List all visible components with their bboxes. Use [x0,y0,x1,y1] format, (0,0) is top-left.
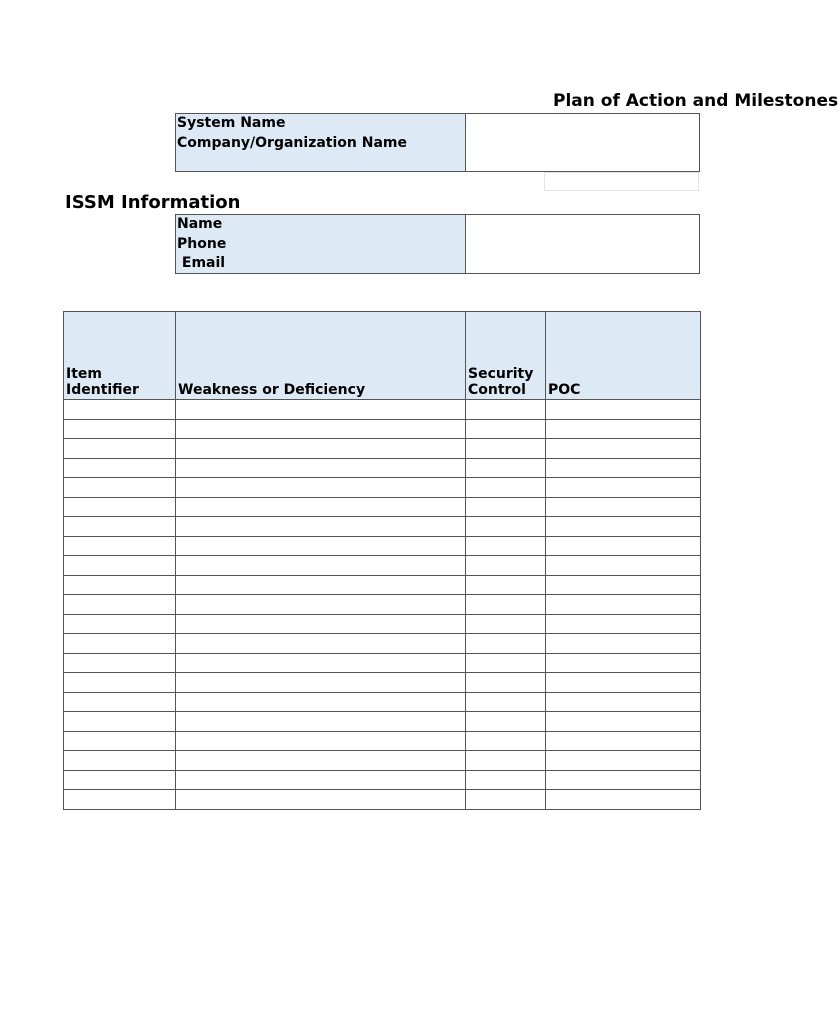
table-cell[interactable] [466,575,546,595]
table-row [64,653,701,673]
table-row [64,692,701,712]
system-name-label: System Name [177,115,286,131]
table-cell[interactable] [466,497,546,517]
table-cell[interactable] [64,439,176,459]
table-cell[interactable] [466,478,546,498]
table-cell[interactable] [176,536,466,556]
col-item-identifier: Item Identifier [64,312,176,400]
table-cell[interactable] [64,419,176,439]
table-cell[interactable] [466,712,546,732]
table-cell[interactable] [546,575,701,595]
table-cell[interactable] [176,614,466,634]
table-cell[interactable] [546,536,701,556]
table-row [64,536,701,556]
table-cell[interactable] [176,595,466,615]
table-cell[interactable] [546,556,701,576]
table-cell[interactable] [546,478,701,498]
table-cell[interactable] [64,731,176,751]
table-cell[interactable] [64,536,176,556]
table-cell[interactable] [466,614,546,634]
table-cell[interactable] [466,731,546,751]
system-info-labels [175,113,466,172]
table-cell[interactable] [546,614,701,634]
col-security-control: Security Control [466,312,546,400]
table-row [64,575,701,595]
issm-email-label: Email [177,255,226,271]
table-cell[interactable] [466,751,546,771]
table-cell[interactable] [466,770,546,790]
table-cell[interactable] [64,517,176,537]
table-row [64,673,701,693]
table-cell[interactable] [176,751,466,771]
table-cell[interactable] [546,497,701,517]
table-cell[interactable] [466,439,546,459]
poam-table [63,311,701,810]
table-row [64,770,701,790]
issm-value-cell[interactable] [465,214,700,274]
company-name-label: Company/Organization Name [177,134,407,151]
table-cell[interactable] [176,478,466,498]
table-cell[interactable] [176,575,466,595]
table-cell[interactable] [546,770,701,790]
table-cell[interactable] [64,790,176,810]
table-cell[interactable] [64,751,176,771]
table-cell[interactable] [466,458,546,478]
table-cell[interactable] [546,790,701,810]
table-row [64,478,701,498]
table-cell[interactable] [64,595,176,615]
table-row [64,595,701,615]
table-cell[interactable] [466,634,546,654]
table-cell[interactable] [64,400,176,420]
table-cell[interactable] [466,536,546,556]
table-row [64,614,701,634]
table-cell[interactable] [176,653,466,673]
table-cell[interactable] [64,575,176,595]
table-cell[interactable] [466,673,546,693]
table-cell[interactable] [64,634,176,654]
table-cell[interactable] [64,614,176,634]
table-row [64,790,701,810]
table-cell[interactable] [64,478,176,498]
col-poc: POC [546,312,701,400]
table-cell[interactable] [546,634,701,654]
table-cell[interactable] [466,595,546,615]
col-weakness: Weakness or Deficiency [176,312,466,400]
table-row [64,517,701,537]
table-cell[interactable] [546,595,701,615]
table-cell[interactable] [64,712,176,732]
table-cell[interactable] [546,653,701,673]
table-cell[interactable] [466,400,546,420]
table-row [64,439,701,459]
poam-body [64,400,701,810]
table-cell[interactable] [466,419,546,439]
table-cell[interactable] [176,673,466,693]
table-cell[interactable] [546,400,701,420]
table-cell[interactable] [64,692,176,712]
table-cell[interactable] [176,400,466,420]
table-row [64,751,701,771]
table-cell[interactable] [546,458,701,478]
table-cell[interactable] [64,497,176,517]
table-row [64,497,701,517]
table-cell[interactable] [176,712,466,732]
table-cell[interactable] [64,770,176,790]
table-cell[interactable] [64,556,176,576]
table-cell[interactable] [546,751,701,771]
table-cell[interactable] [466,556,546,576]
table-row [64,419,701,439]
table-cell[interactable] [64,458,176,478]
issm-labels [175,214,466,274]
table-cell[interactable] [546,439,701,459]
table-cell[interactable] [176,731,466,751]
table-cell[interactable] [466,653,546,673]
table-cell[interactable] [176,790,466,810]
poam-header-row [64,312,701,400]
document-title: Plan of Action and Milestones [553,91,838,111]
table-cell[interactable] [546,692,701,712]
issm-heading: ISSM Information [65,192,241,213]
issm-phone-label: Phone [177,235,227,252]
table-row [64,731,701,751]
table-cell[interactable] [546,712,701,732]
table-cell[interactable] [546,673,701,693]
table-row [64,458,701,478]
table-cell[interactable] [176,458,466,478]
table-cell[interactable] [466,517,546,537]
table-cell[interactable] [466,790,546,810]
table-row [64,634,701,654]
table-cell[interactable] [466,692,546,712]
table-row [64,556,701,576]
table-cell[interactable] [64,653,176,673]
table-row [64,712,701,732]
table-cell[interactable] [546,731,701,751]
table-cell[interactable] [546,517,701,537]
table-cell[interactable] [546,419,701,439]
table-cell[interactable] [176,692,466,712]
system-info-aux-cell[interactable] [544,172,699,191]
system-info-value-cell[interactable] [465,113,700,172]
table-cell[interactable] [176,497,466,517]
table-cell[interactable] [64,673,176,693]
issm-name-label: Name [177,216,223,232]
table-cell[interactable] [176,556,466,576]
table-cell[interactable] [176,439,466,459]
table-cell[interactable] [176,634,466,654]
table-cell[interactable] [176,517,466,537]
table-cell[interactable] [176,770,466,790]
table-cell[interactable] [176,419,466,439]
table-row [64,400,701,420]
